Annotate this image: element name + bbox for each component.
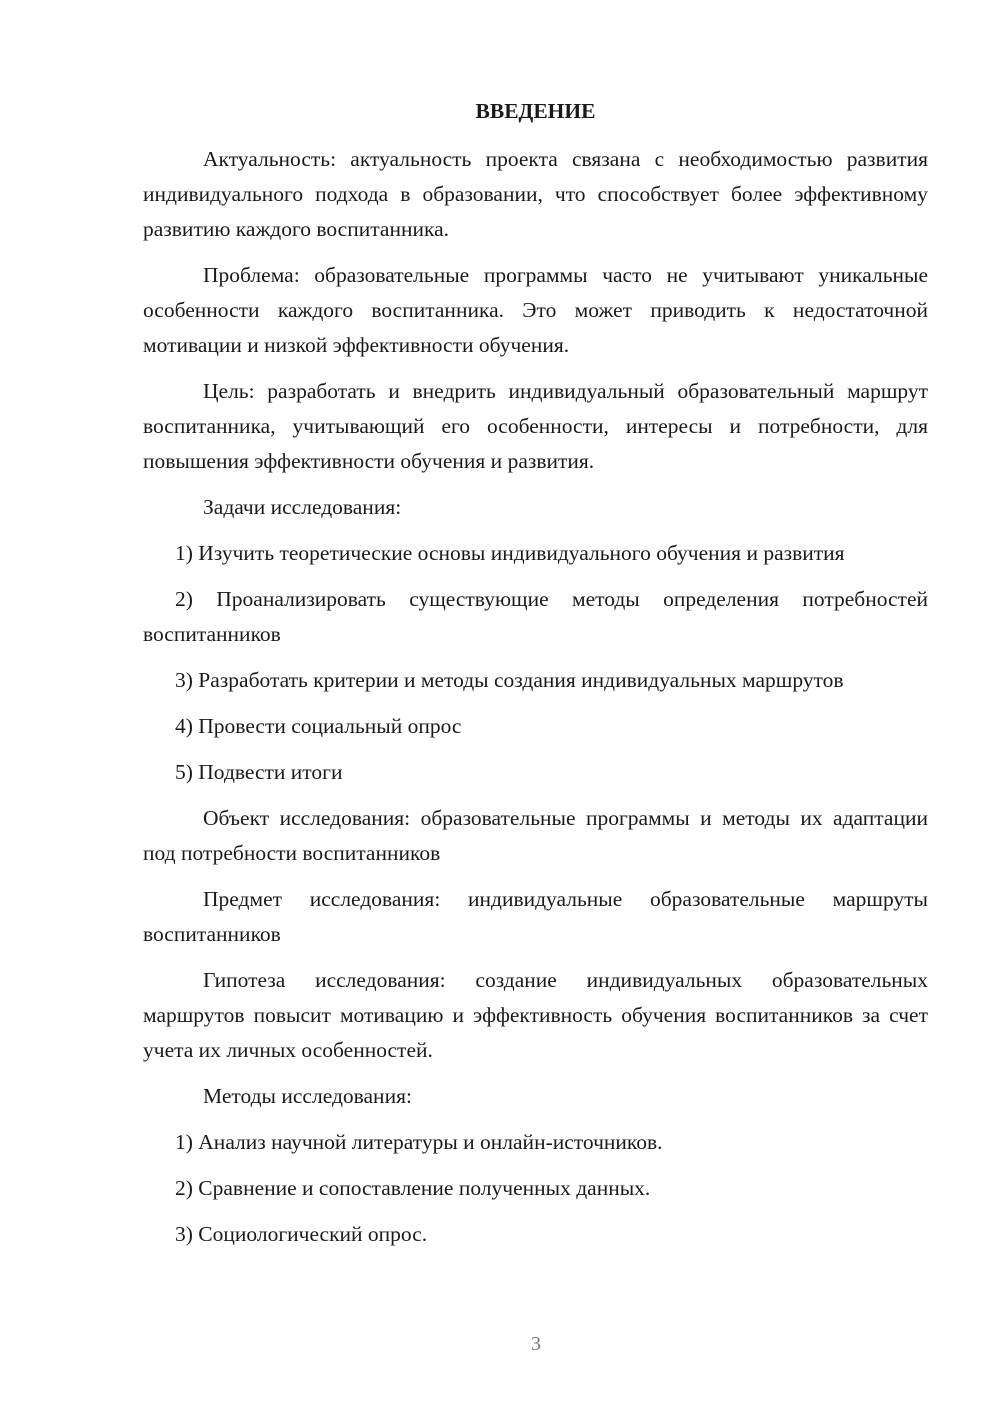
task-item: 3) Разработать критерии и методы создания индивидуальных маршрутов (175, 668, 844, 692)
method-item: 2) Сравнение и сопоставление полученных данных. (175, 1176, 651, 1200)
methods-heading: Методы исследования: (203, 1084, 412, 1108)
task-item: 1) Изучить теоретические основы индивидуального обучения и развития (175, 541, 845, 565)
relevance-paragraph: Актуальность: актуальность проекта связана с необходимостью развития индивидуального подхода в образовании, что способствует более эффективному развитию каждого воспитанника. (143, 147, 928, 241)
hypothesis-paragraph: Гипотеза исследования: создание индивидуальных образовательных маршрутов повысит мотивацию и эффективность обучения воспитанников за счет учета их личных особенностей. (143, 968, 928, 1062)
task-item: 4) Провести социальный опрос (175, 714, 462, 738)
method-item: 3) Социологический опрос. (175, 1222, 428, 1246)
document-title: ВВЕДЕНИЕ (475, 99, 596, 123)
tasks-heading: Задачи исследования: (203, 495, 402, 519)
object-paragraph: Объект исследования: образовательные программы и методы их адаптации под потребности воспитанников (143, 806, 928, 865)
task-item: 5) Подвести итоги (175, 760, 343, 784)
problem-paragraph: Проблема: образовательные программы часто не учитывают уникальные особенности каждого воспитанника. Это может приводить к недостаточной мотивации и низкой эффективности обучения. (143, 263, 928, 357)
goal-paragraph: Цель: разработать и внедрить индивидуальный образовательный маршрут воспитанника, учитывающий его особенности, интересы и потребности, для повышения эффективности обучения и развития. (143, 379, 928, 473)
method-item: 1) Анализ научной литературы и онлайн-источников. (175, 1130, 663, 1154)
page-number: 3 (531, 1333, 541, 1355)
document-page (143, 96, 928, 1263)
task-item: 2) Проанализировать существующие методы определения потребностей воспитанников (143, 587, 928, 646)
subject-paragraph: Предмет исследования: индивидуальные образовательные маршруты воспитанников (143, 887, 928, 946)
